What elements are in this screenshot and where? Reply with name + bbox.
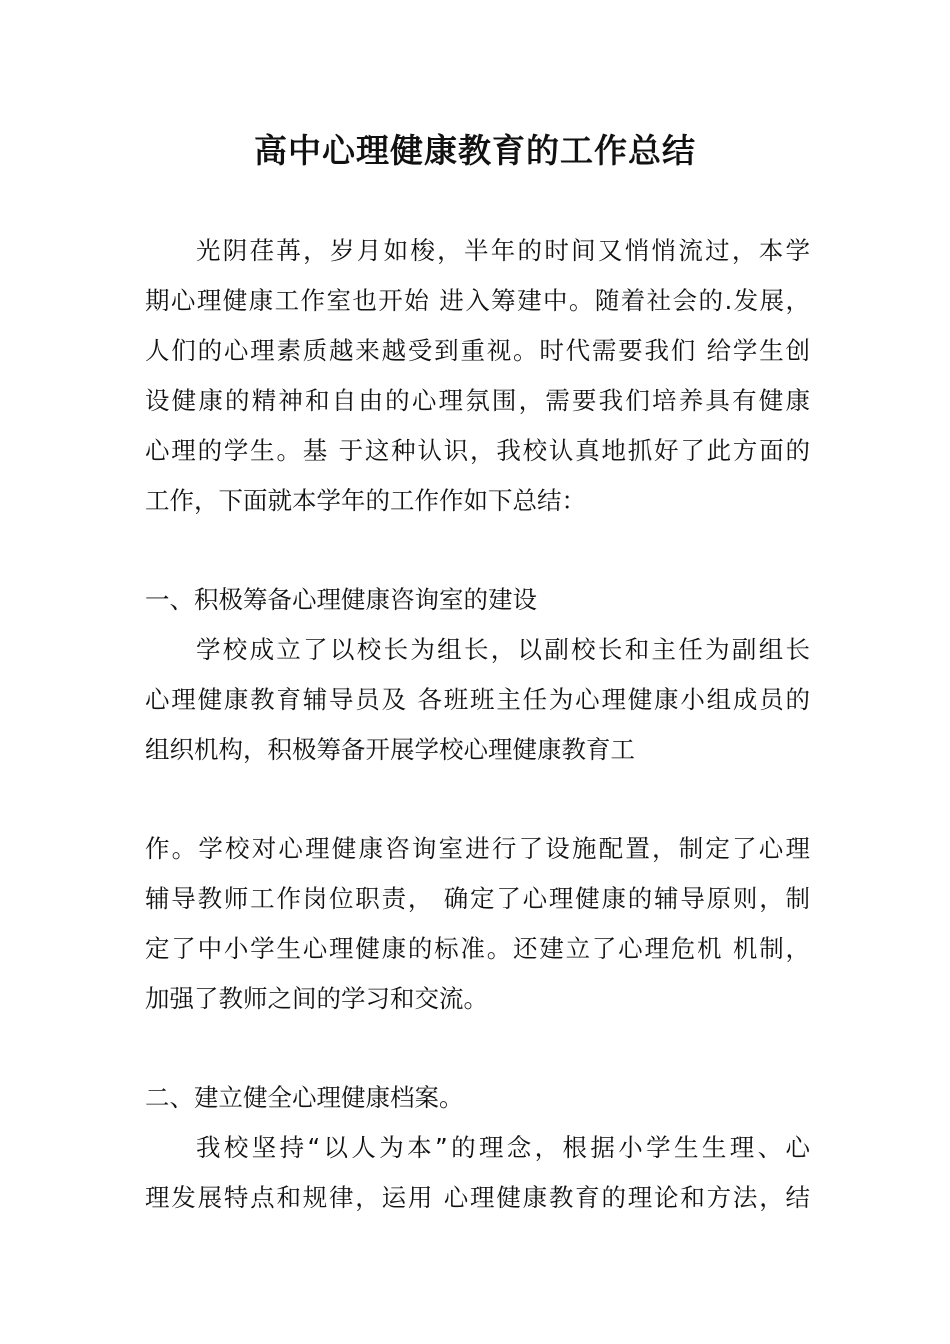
paragraph-line: 作。学校对心理健康咨询室进行了设施配置，制定了心理 — [145, 834, 810, 863]
paragraph-line: 加强了教师之间的学习和交流。 — [145, 984, 488, 1013]
paragraph-line: 组织机构，积极筹备开展学校心理健康教育工 — [145, 735, 635, 764]
paragraph-line: 心理的学生。基 于这种认识，我校认真地抓好了此方面的 — [145, 436, 810, 465]
paragraph-line: 设健康的精神和自由的心理氛围，需要我们培养具有健康 — [145, 386, 810, 415]
document-title: 高中心理健康教育的工作总结 — [254, 131, 696, 170]
paragraph-line: 人们的心理素质越来越受到重视。时代需要我们 给学生创 — [145, 336, 810, 365]
section-heading: 一、积极筹备心理健康咨询室的建设 — [145, 585, 537, 614]
paragraph-line: 辅导教师工作岗位职责， 确定了心理健康的辅导原则，制 — [145, 884, 810, 913]
paragraph-line: 定了中小学生心理健康的标准。还建立了心理危机 机制， — [145, 934, 810, 963]
paragraph-line: 期心理健康工作室也开始 进入筹建中。随着社会的.发展， — [145, 286, 810, 315]
paragraph-line: 工作，下面就本学年的工作作如下总结： — [145, 486, 586, 515]
paragraph-line: 心理健康教育辅导员及 各班班主任为心理健康小组成员的 — [145, 685, 810, 714]
section-heading: 二、建立健全心理健康档案。 — [145, 1083, 464, 1112]
paragraph-line: 我校坚持“以人为本”的理念，根据小学生生理、心 — [196, 1133, 810, 1162]
paragraph-line: 理发展特点和规律，运用 心理健康教育的理论和方法，结 — [145, 1183, 810, 1212]
paragraph-line: 学校成立了以校长为组长，以副校长和主任为副组长 — [196, 635, 810, 664]
paragraph-line: 光阴荏苒，岁月如梭，半年的时间又悄悄流过，本学 — [196, 236, 810, 265]
